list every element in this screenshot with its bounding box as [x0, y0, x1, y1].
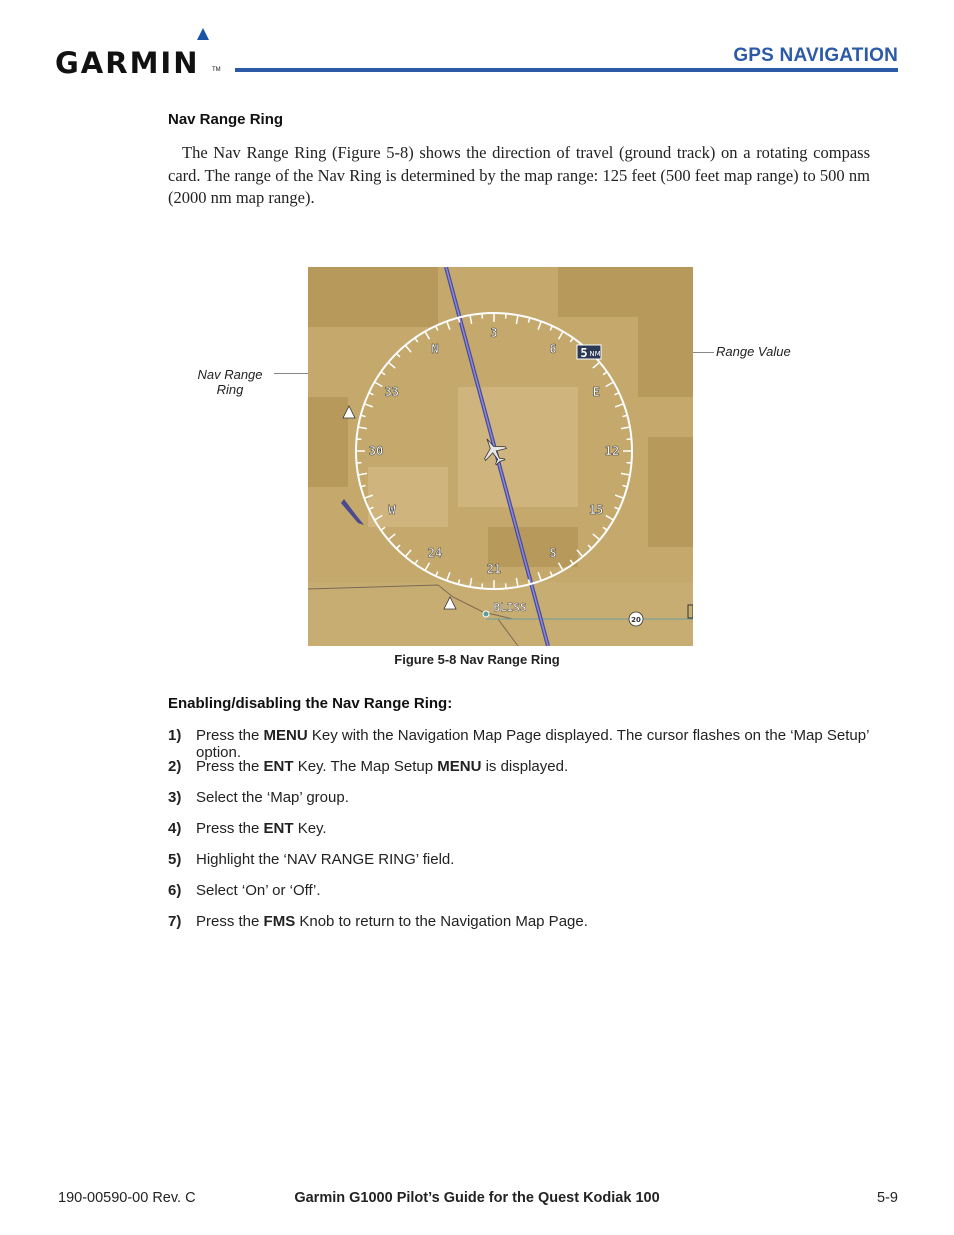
- compass-label: 33: [384, 385, 400, 399]
- step-mid: Key with the Navigation Map Page displayed. The cursor flashes on the ‘Map Setup’ option.: [196, 727, 869, 761]
- range-value-box: [577, 345, 601, 360]
- step-number: 6): [168, 882, 182, 899]
- compass-label: 30: [368, 444, 384, 458]
- compass-label: 21: [486, 562, 502, 576]
- compass-label: 24: [427, 546, 443, 561]
- step-b1: ENT: [263, 820, 294, 837]
- step-pre: Select the ‘Map’ group.: [196, 789, 349, 806]
- logo-trademark: TM: [212, 67, 221, 73]
- step-pre: Press the: [196, 913, 264, 930]
- step-pre: Press the: [196, 727, 264, 744]
- compass-label: W: [388, 503, 396, 517]
- procedure-step: [168, 913, 888, 944]
- step-text: [196, 758, 568, 775]
- step-text: [196, 727, 888, 761]
- garmin-logo: [55, 28, 225, 78]
- step-number: 3): [168, 789, 182, 806]
- compass-label: 3: [490, 326, 498, 340]
- step-number: 5): [168, 851, 182, 868]
- procedure-step: [168, 820, 888, 851]
- section-heading: Nav Range Ring: [168, 111, 284, 128]
- step-b1: MENU: [263, 727, 308, 744]
- callout-nav-range-ring: [190, 367, 270, 397]
- procedure-step: [168, 882, 888, 913]
- step-mid: Key.: [293, 820, 327, 837]
- procedure-steps: [168, 727, 888, 944]
- step-text: [196, 913, 588, 930]
- highway-shield-icon: [629, 612, 643, 626]
- step-number: 2): [168, 758, 182, 775]
- callout-range-value: Range Value: [716, 344, 791, 359]
- logo-text: GARMIN: [55, 46, 200, 80]
- compass-label: 12: [604, 444, 620, 458]
- figure-caption: Figure 5-8 Nav Range Ring: [394, 652, 560, 667]
- step-pre: Press the: [196, 758, 264, 775]
- step-text: [196, 820, 327, 837]
- compass-label: 6: [549, 341, 557, 356]
- step-number: 7): [168, 913, 182, 930]
- step-number: 1): [168, 727, 182, 744]
- compass-label: E: [592, 385, 600, 399]
- highway-number: 20: [631, 616, 641, 624]
- step-b1: ENT: [263, 758, 294, 775]
- step-number: 4): [168, 820, 182, 837]
- compass-label: S: [549, 546, 557, 561]
- step-post: is displayed.: [481, 758, 569, 775]
- step-text: [196, 851, 454, 868]
- waypoint-label: BLISS: [493, 601, 527, 614]
- section-title: GPS NAVIGATION: [733, 45, 898, 66]
- procedure-step: [168, 851, 888, 882]
- procedure-heading: Enabling/disabling the Nav Range Ring:: [168, 695, 453, 712]
- step-pre: Highlight the ‘NAV RANGE RING’ field.: [196, 851, 455, 868]
- range-value-unit: NM: [589, 350, 601, 358]
- step-pre: Press the: [196, 820, 264, 837]
- header-rule: [235, 68, 898, 72]
- procedure-step: [168, 727, 888, 761]
- procedure-step: [168, 758, 888, 789]
- footer-page-number: 5-9: [877, 1190, 898, 1206]
- compass-label: 15: [588, 503, 604, 517]
- step-mid: Key. The Map Setup: [293, 758, 438, 775]
- step-b2: MENU: [437, 758, 482, 775]
- step-text: [196, 789, 349, 806]
- step-text: [196, 882, 320, 899]
- callout-nav-range-ring-text: Nav Range Ring: [197, 367, 263, 397]
- footer-title: Garmin G1000 Pilot’s Guide for the Quest Kodiak 100: [294, 1190, 660, 1206]
- compass-label: N: [431, 341, 439, 356]
- nav-map-figure: [308, 267, 693, 646]
- footer-doc-number: 190-00590-00 Rev. C: [58, 1190, 196, 1206]
- range-value-number: 5: [580, 346, 588, 360]
- waypoint-icon: [483, 611, 489, 617]
- step-b1: FMS: [263, 913, 296, 930]
- step-mid: Knob to return to the Navigation Map Page.: [295, 913, 588, 930]
- logo-triangle-icon: [197, 28, 209, 40]
- procedure-step: [168, 789, 888, 820]
- step-pre: Select ‘On’ or ‘Off’.: [196, 882, 321, 899]
- section-body: The Nav Range Ring (Figure 5-8) shows the direction of travel (ground track) on a rotating compass card. The range of the Nav Ring is determined by the map range: 125 feet (500 feet map range) to 500 nm (2000 nm map range).: [168, 143, 870, 207]
